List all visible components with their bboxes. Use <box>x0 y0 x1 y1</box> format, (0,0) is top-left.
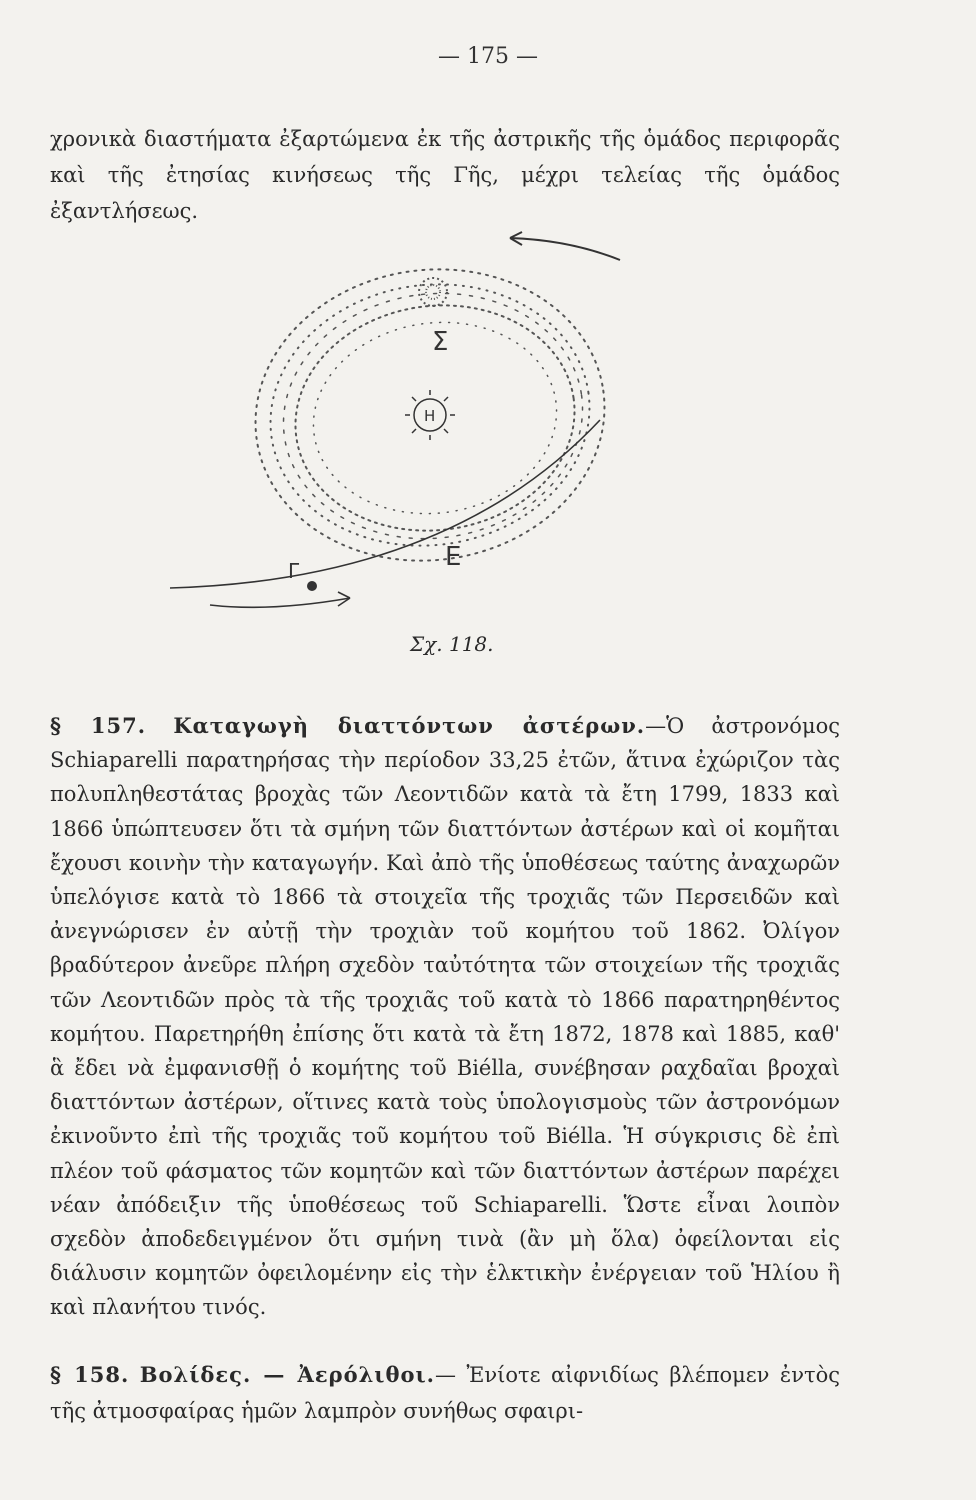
section-157-text: —Ὁ ἀστρονόμος Schiaparelli παρατηρήσας τὴν περίοδον 33,25 ἐτῶν, ἅτινα ἐχώριζον τὰς πολυπληθεστάτας βροχὰς τῶν Λεοντιδῶν κατὰ τὰ ἔτη 1799, 1833 καὶ 1866 ὑπώπτευσεν ὅτι τὰ σμήνη τῶν διαττόντων ἀστέρων καὶ οἱ κομῆται ἔχουσι κοινὴν τὴν καταγωγήν. Καὶ ἀπὸ τῆς ὑποθέσεως ταύτης ἀναχωρῶν ὑπελόγισε κατὰ τὸ 1866 τὰ στοιχεῖα τῆς τροχιᾶς τῶν Περσειδῶν καὶ ἀνεγνώρισεν ἐν αὐτῇ τὴν τροχιὰν τοῦ κομήτου τοῦ 1862. Ὀλίγον βραδύτερον ἀνεῦρε πλήρη σχεδὸν ταὐτότητα τῶν στοιχείων τῆς τροχιᾶς τῶν Λεοντιδῶν πρὸς τὰ τῆς τροχιᾶς τοῦ κατὰ τὸ 1866 παρατηρηθέντος κομήτου. Παρετηρήθη ἐπίσης ὅτι κατὰ τὰ ἔτη 1872, 1878 καὶ 1885, καθ' ἃ ἔδει νὰ ἐμφανισθῇ ὁ κομήτης τοῦ Biélla, συνέβησαν ραχδαῖαι βροχαὶ διαττόντων ἀστέρων, οἵτινες κατὰ τοὺς ὑπολογισμοὺς τῶν ἀστρονόμων ἐκινοῦντο ἐπὶ τῆς τροχιᾶς τοῦ κομήτου τοῦ Biélla. Ἡ σύγκρισις δὲ ἐπὶ πλέον τοῦ φάσματος τῶν κομητῶν καὶ τῶν διαττόντων ἀστέρων παρέχει νέαν ἀπόδειξιν τῆς ὑποθέσεως τοῦ Schiaparelli. Ὥστε εἶναι λοιπὸν σχεδὸν ἀποδεδειγμένον ὅτι σμήνη τινὰ (ἂν μὴ ὅλα) ὀφείλονται εἰς διάλυσιν κομητῶν ὀφειλομένην εἰς τὴν ἑλκτικὴν ἐνέργειαν τοῦ Ἡλίου ἢ καὶ πλανήτου τινός. <box>50 714 840 1320</box>
earth-label: Γ <box>288 559 300 583</box>
section-157-title: Καταγωγὴ διαττόντων ἀστέρων. <box>173 713 646 738</box>
section-158-label: § 158. <box>50 1362 130 1387</box>
section-157-label: § 157. <box>50 713 147 738</box>
figure-118 <box>150 220 750 670</box>
top-arrow <box>510 232 620 260</box>
dense-cluster <box>419 278 447 306</box>
sun-label: Η <box>424 407 436 425</box>
page-number: — 175 — <box>438 44 538 69</box>
section-157 <box>50 709 840 1325</box>
sigma-label: Σ <box>432 327 449 357</box>
section-158 <box>50 1357 840 1429</box>
earth-dot <box>307 581 317 591</box>
section-158-title: Βολίδες. — Ἀερόλιθοι. <box>139 1362 435 1387</box>
orbit-diagram <box>150 220 750 670</box>
figure-caption: Σχ. 118. <box>410 632 494 656</box>
earth-orbit-line <box>170 420 600 607</box>
intro-paragraph: χρονικὰ διαστήματα ἐξαρτώμενα ἐκ τῆς ἀστρικῆς τῆς ὁμάδος περιφορᾶς καὶ τῆς ἐτησίας κινήσεως τῆς Γῆς, μέχρι τελείας τῆς ὁμάδος ἐξαντλήσεως. <box>50 127 840 223</box>
epsilon-label: Ε <box>445 542 462 572</box>
section-158-text: — Ἐνίοτε αἰφνιδίως βλέπομεν ἐντὸς τῆς ἀτμοσφαίρας ἡμῶν λαμπρὸν συνήθως σφαιρι- <box>50 1363 840 1423</box>
